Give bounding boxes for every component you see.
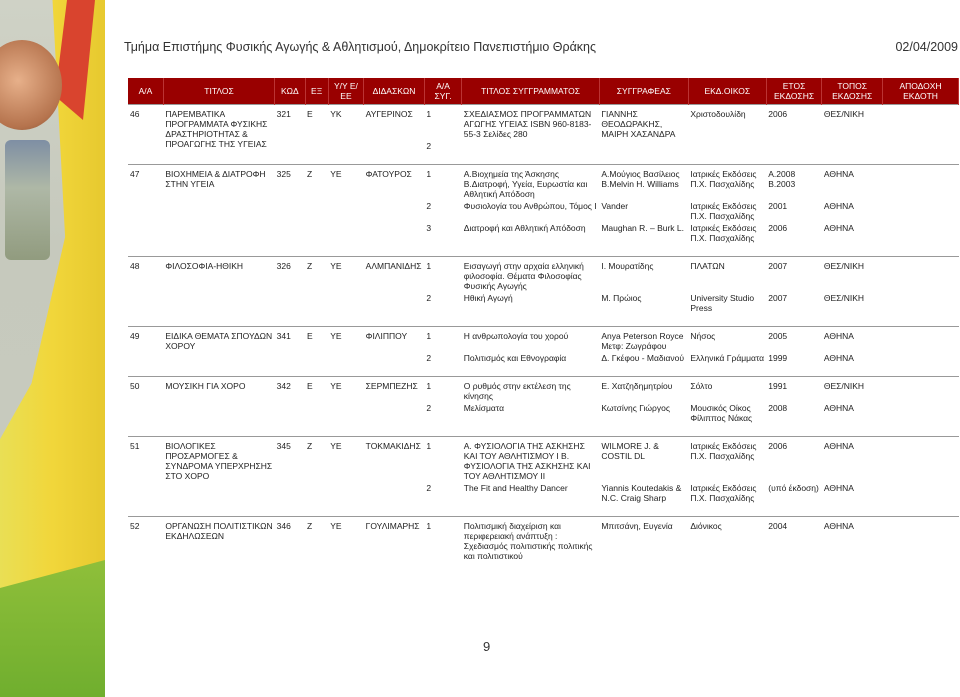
column-header: ΣΥΓΓΡΑΦΕΑΣ — [599, 78, 688, 105]
course-title: ΒΙΟΛΟΓΙΚΕΣ ΠΡΟΣΑΡΜΟΓΕΣ & ΣΥΝΔΡΟΜΑ ΥΠΕΡΧΡΗΣΗΣ ΣΤΟ ΧΟΡΟ — [163, 437, 274, 505]
book-title: Πολιτισμός και Εθνογραφία — [463, 353, 567, 363]
column-header: ΕΚΔ.ΟΙΚΟΣ — [688, 78, 766, 105]
course-type: ΥΕ — [328, 257, 363, 315]
column-header: ΔΙΔΑΣΚΩΝ — [364, 78, 425, 105]
course-code: 342 — [275, 377, 305, 425]
column-header: ΑΠΟΔΟΧΗ ΕΚΔΟΤΗ — [883, 78, 959, 105]
publication-year: 2001 — [768, 201, 788, 211]
course-code: 345 — [275, 437, 305, 505]
row-spacer — [128, 364, 959, 377]
publication-year: 2004 — [766, 517, 822, 563]
publication-place: ΘΕΣ/ΝΙΚΗ — [822, 105, 883, 141]
column-header: Α/Α ΣΥΓ. — [424, 78, 461, 105]
publisher-acceptance — [883, 165, 959, 201]
publisher-acceptance — [883, 402, 959, 424]
publication-year: 2006 — [768, 223, 788, 233]
semester: Ε — [305, 105, 328, 153]
course-title: ΠΑΡΕΜΒΑΤΙΚΑ ΠΡΟΓΡΑΜΜΑΤΑ ΦΥΣΙΚΗΣ ΔΡΑΣΤΗΡΙΟΤΗΤΑΣ & ΠΡΟΑΓΩΓΗΣ ΤΗΣ ΥΓΕΙΑΣ — [163, 105, 274, 153]
book-author: Α.Μούγιος Βασίλειος Β.Melvin H. Williams — [599, 165, 688, 201]
course-type: ΥΕ — [328, 327, 363, 365]
page-number: 9 — [483, 639, 491, 654]
book-number: 1 — [424, 327, 461, 353]
publication-year — [766, 140, 822, 152]
book-title: Α. ΦΥΣΙΟΛΟΓΙΑ ΤΗΣ ΑΣΚΗΣΗΣ ΚΑΙ ΤΟΥ ΑΘΛΗΤΙΣΜΟΥ Ι Β. ΦΥΣΙΟΛΟΓΙΑ ΤΗΣ ΑΣΚΗΣΗΣ ΚΑΙ ΤΟΥ ΑΘΛΗΤΙΣΜΟΥ ΙΙ — [462, 437, 600, 483]
book-author: Anya Peterson Royce Μετφ: Ζωγράφου — [599, 327, 688, 353]
book-title: Α.Βιοχημεία της Άσκησης Β.Διατροφή, Υγεία, Ευρωστία και Αθλητική Απόδοση — [462, 165, 600, 201]
publication-year: 2008 — [768, 403, 788, 413]
course-number: 49 — [128, 327, 163, 365]
course-code: 326 — [275, 257, 305, 315]
book-publisher: Μουσικός Οίκος Φίλιππος Νάκας — [690, 403, 753, 423]
publication-place: ΘΕΣ/ΝΙΚΗ — [823, 293, 865, 303]
course-title: ΟΡΓΑΝΩΣΗ ΠΟΛΙΤΙΣΤΙΚΩΝ ΕΚΔΗΛΩΣΕΩΝ — [163, 517, 274, 563]
publication-place: ΑΘΗΝΑ — [823, 483, 854, 493]
publisher-acceptance — [883, 140, 959, 152]
course-code: 341 — [275, 327, 305, 365]
table-row — [128, 257, 959, 293]
instructor: ΓΟΥΛΙΜΑΡΗΣ — [364, 517, 425, 563]
table-row — [128, 377, 959, 403]
book-number: 2 — [426, 201, 432, 211]
book-number: 3 — [426, 223, 432, 233]
course-type: ΥΕ — [328, 377, 363, 425]
course-title: ΕΙΔΙΚΑ ΘΕΜΑΤΑ ΣΠΟΥΔΩΝ ΧΟΡΟΥ — [163, 327, 274, 365]
publication-year: 2006 — [766, 437, 822, 483]
instructor: ΦΑΤΟΥΡΟΣ — [364, 165, 425, 245]
book-author — [599, 140, 688, 152]
decorative-side-strip — [0, 0, 105, 697]
publication-year: 1999 — [768, 353, 788, 363]
book-title: Η ανθρωπολογία του χορού — [462, 327, 600, 353]
column-header: Α/Α — [128, 78, 163, 105]
publisher-acceptance — [883, 377, 959, 403]
publisher-acceptance — [883, 257, 959, 293]
book-author: Δ. Γκέφου - Μαδιανού — [601, 353, 685, 363]
book-title — [462, 140, 600, 152]
publication-place: ΑΘΗΝΑ — [823, 353, 854, 363]
table-row — [128, 327, 959, 353]
table-header-row — [128, 78, 959, 105]
table-row — [128, 165, 959, 201]
book-number: 2 — [426, 293, 432, 303]
book-author: ΓΙΑΝΝΗΣ ΘΕΟΔΩΡΑΚΗΣ, ΜΑΙΡΗ ΧΑΣΑΝΔΡΑ — [599, 105, 688, 141]
book-title: Μελίσματα — [463, 403, 504, 413]
column-header: ΕΞ — [305, 78, 328, 105]
book-number: 2 — [426, 403, 432, 413]
book-publisher: Διόνικος — [688, 517, 766, 563]
publication-year: 2006 — [766, 105, 822, 141]
publication-year: (υπό έκδοση) — [768, 483, 819, 493]
book-author: Ε. Χατζηδημητρίου — [599, 377, 688, 403]
course-number: 52 — [128, 517, 163, 563]
course-title: ΒΙΟΧΗΜΕΙΑ & ΔΙΑΤΡΟΦΗ ΣΤΗΝ ΥΓΕΙΑ — [163, 165, 274, 245]
publication-place: ΑΘΗΝΑ — [823, 223, 854, 233]
publication-place: ΑΘΗΝΑ — [822, 437, 883, 483]
semester: Ζ — [305, 437, 328, 505]
course-code: 346 — [275, 517, 305, 563]
publisher-acceptance — [883, 105, 959, 141]
publisher-acceptance — [883, 352, 959, 364]
publisher-acceptance — [883, 437, 959, 483]
course-type: ΥΕ — [328, 437, 363, 505]
publication-place: ΑΘΗΝΑ — [822, 165, 883, 201]
course-number: 48 — [128, 257, 163, 315]
book-number: 2 — [426, 141, 432, 151]
book-publisher — [688, 140, 766, 152]
book-author: Κωτσίνης Γιώργος — [601, 403, 670, 413]
publication-year: 2007 — [768, 293, 788, 303]
column-header: ΕΤΟΣ ΕΚΔΟΣΗΣ — [766, 78, 822, 105]
row-spacer — [128, 424, 959, 437]
course-type: ΥΕ — [328, 517, 363, 563]
instructor: ΑΥΓΕΡΙΝΟΣ — [364, 105, 425, 153]
publication-place: ΑΘΗΝΑ — [822, 327, 883, 353]
table-row — [128, 517, 959, 563]
book-number: 1 — [424, 377, 461, 403]
book-author: Yiannis Koutedakis & N.C. Craig Sharp — [601, 483, 682, 503]
book-author: Ι. Μουρατίδης — [599, 257, 688, 293]
book-title: Ηθική Αγωγή — [463, 293, 513, 303]
publication-place: ΑΘΗΝΑ — [822, 517, 883, 563]
book-author: Maughan R. – Burk L. — [601, 223, 685, 233]
row-spacer — [128, 314, 959, 327]
table-row — [128, 437, 959, 483]
publisher-acceptance — [883, 292, 959, 314]
publication-year: Α.2008 Β.2003 — [766, 165, 822, 201]
column-header: ΚΩΔ — [275, 78, 305, 105]
book-author: WILMORE J. & COSTIL DL — [599, 437, 688, 483]
publication-place: ΘΕΣ/ΝΙΚΗ — [822, 377, 883, 403]
publisher-acceptance — [883, 482, 959, 504]
column-header: ΤΙΤΛΟΣ ΣΥΓΓΡΑΜΜΑΤΟΣ — [462, 78, 600, 105]
table-row — [128, 105, 959, 141]
book-publisher: Ιατρικές Εκδόσεις Π.Χ. Πασχαλίδης — [690, 223, 757, 243]
publication-place: ΑΘΗΝΑ — [823, 201, 854, 211]
semester: Ζ — [305, 165, 328, 245]
column-header: ΤΙΤΛΟΣ — [163, 78, 274, 105]
publication-place: ΘΕΣ/ΝΙΚΗ — [822, 257, 883, 293]
book-number: 2 — [426, 353, 432, 363]
publication-year: 2005 — [766, 327, 822, 353]
book-number: 1 — [424, 257, 461, 293]
book-title: The Fit and Healthy Dancer — [463, 483, 568, 493]
book-publisher: Ιατρικές Εκδόσεις Π.Χ. Πασχαλίδης — [688, 437, 766, 483]
publication-place — [822, 140, 883, 152]
book-publisher: University Studio Press — [690, 293, 755, 313]
course-number: 46 — [128, 105, 163, 153]
book-author: Μπιτσάνη, Ευγενία — [599, 517, 688, 563]
semester: Ε — [305, 377, 328, 425]
publication-year: 2007 — [766, 257, 822, 293]
book-number: 1 — [424, 105, 461, 141]
book-number: 1 — [424, 517, 461, 563]
document-title: Τμήμα Επιστήμης Φυσικής Αγωγής & Αθλητισμού, Δημοκρίτειο Πανεπιστήμιο Θράκης — [124, 40, 597, 54]
course-number: 50 — [128, 377, 163, 425]
course-type: ΥΕ — [328, 165, 363, 245]
publisher-acceptance — [883, 222, 959, 244]
instructor: ΑΛΜΠΑΝΙΔΗΣ — [364, 257, 425, 315]
book-publisher: Ιατρικές Εκδόσεις Π.Χ. Πασχαλίδης — [690, 201, 757, 221]
course-code: 325 — [275, 165, 305, 245]
publisher-acceptance — [883, 517, 959, 563]
book-number: 1 — [424, 165, 461, 201]
book-title: Φυσιολογία του Ανθρώπου, Τόμος Ι — [463, 201, 597, 211]
instructor: ΣΕΡΜΠΕΖΗΣ — [364, 377, 425, 425]
row-spacer — [128, 152, 959, 165]
row-spacer — [128, 244, 959, 257]
course-title: ΦΙΛΟΣΟΦΙΑ-ΗΘΙΚΗ — [163, 257, 274, 315]
book-publisher: Ιατρικές Εκδόσεις Π.Χ. Πασχαλίδης — [690, 483, 757, 503]
book-number: 1 — [424, 437, 461, 483]
book-author: Vander — [601, 201, 629, 211]
book-publisher: Σόλτο — [688, 377, 766, 403]
publication-year: 1991 — [766, 377, 822, 403]
column-header: Υ/Υ Ε/ΕΕ — [328, 78, 363, 105]
book-title: Διατροφή και Αθλητική Απόδοση — [463, 223, 586, 233]
course-title: ΜΟΥΣΙΚΗ ΓΙΑ ΧΟΡΟ — [163, 377, 274, 425]
row-spacer — [128, 504, 959, 517]
book-publisher: Ελληνικά Γράμματα — [690, 353, 765, 363]
book-publisher: Νήσος — [688, 327, 766, 353]
instructor: ΤΟΚΜΑΚΙΔΗΣ — [364, 437, 425, 505]
book-publisher: ΠΛΑΤΩΝ — [688, 257, 766, 293]
book-author: Μ. Πρώιος — [601, 293, 642, 303]
semester: Ζ — [305, 257, 328, 315]
course-number: 51 — [128, 437, 163, 505]
semester: Ζ — [305, 517, 328, 563]
publisher-acceptance — [883, 327, 959, 353]
book-publisher: Ιατρικές Εκδόσεις Π.Χ. Πασχαλίδης — [688, 165, 766, 201]
course-number: 47 — [128, 165, 163, 245]
book-title: Ο ρυθμός στην εκτέλεση της κίνησης — [462, 377, 600, 403]
course-type: ΥΚ — [328, 105, 363, 153]
course-code: 321 — [275, 105, 305, 153]
book-title: ΣΧΕΔΙΑΣΜΟΣ ΠΡΟΓΡΑΜΜΑΤΩΝ ΑΓΩΓΗΣ ΥΓΕΙΑΣ ISBN 960-8183-55-3 Σελίδες 280 — [462, 105, 600, 141]
book-publisher: Χριστοδουλίδη — [688, 105, 766, 141]
publication-place: ΑΘΗΝΑ — [823, 403, 854, 413]
courses-table — [128, 78, 959, 562]
instructor: ΦΙΛΙΠΠΟΥ — [364, 327, 425, 365]
publisher-acceptance — [883, 200, 959, 222]
column-header: ΤΟΠΟΣ ΕΚΔΟΣΗΣ — [822, 78, 883, 105]
book-title: Εισαγωγή στην αρχαία ελληνική φιλοσοφία. Θέματα Φιλοσοφίας Φυσικής Αγωγής — [462, 257, 600, 293]
book-title: Πολιτισμική διαχείριση και περιφερειακή ανάπτυξη : Σχεδιασμός πολιτιστικής πολιτικής και πολιτιστικού — [462, 517, 600, 563]
semester: Ε — [305, 327, 328, 365]
document-date: 02/04/2009 — [895, 40, 958, 54]
book-number: 2 — [426, 483, 432, 493]
